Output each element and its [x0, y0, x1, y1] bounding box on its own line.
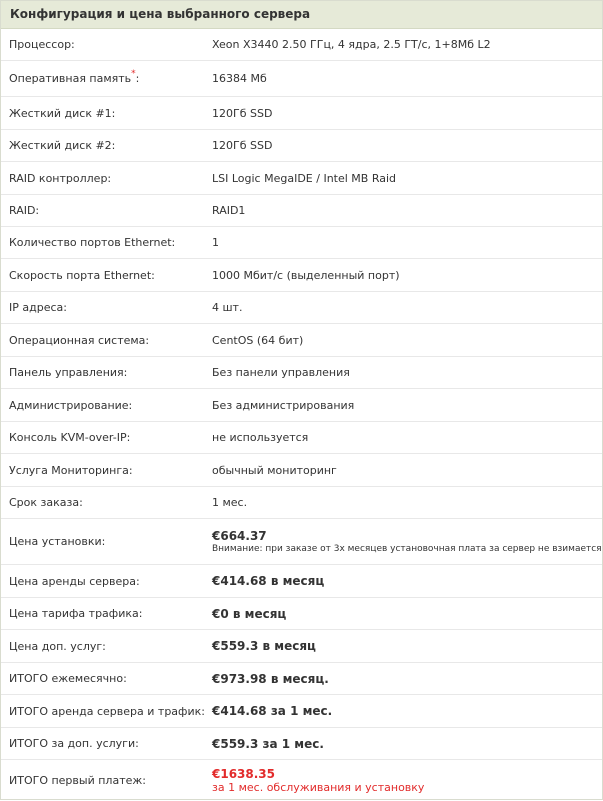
row-value-kvm: не используется	[212, 422, 602, 454]
ram-label-text: Оперативная память	[9, 72, 131, 85]
row-value-ip: 4 шт.	[212, 292, 602, 324]
row-label-raid: RAID:	[1, 195, 212, 227]
row-value-eth-ports: 1	[212, 227, 602, 259]
row-value-admin: Без администрирования	[212, 389, 602, 422]
table-row	[1, 97, 602, 130]
row-label-eth-speed: Скорость порта Ethernet:	[1, 259, 212, 292]
row-label-disk1: Жесткий диск #1:	[1, 97, 212, 130]
table-row	[1, 519, 602, 565]
table-row	[1, 695, 602, 728]
setup-price-amount: €664.37	[212, 529, 602, 543]
row-value-extra-price: €559.3 в месяц	[212, 630, 602, 663]
row-value-term: 1 мес.	[212, 487, 602, 519]
row-label-admin: Администрирование:	[1, 389, 212, 422]
table-row	[1, 259, 602, 292]
row-label-first-payment: ИТОГО первый платеж:	[1, 760, 212, 801]
table-row	[1, 598, 602, 630]
row-value-disk1: 120Гб SSD	[212, 97, 602, 130]
row-label-control-panel: Панель управления:	[1, 357, 212, 389]
row-label-ip: IP адреса:	[1, 292, 212, 324]
row-label-rent-price: Цена аренды сервера:	[1, 565, 212, 598]
row-label-term: Срок заказа:	[1, 487, 212, 519]
row-label-kvm: Консоль KVM-over-IP:	[1, 422, 212, 454]
row-value-disk2: 120Гб SSD	[212, 130, 602, 162]
table-row	[1, 130, 602, 162]
setup-price-note: Внимание: при заказе от 3х месяцев установочная плата за сервер не взимается	[212, 544, 602, 554]
row-label-total-rent-traffic: ИТОГО аренда сервера и трафик:	[1, 695, 212, 728]
row-value-rent-price: €414.68 в месяц	[212, 565, 602, 598]
row-value-monitoring: обычный мониторинг	[212, 454, 602, 487]
table-row	[1, 357, 602, 389]
row-label-setup-price: Цена установки:	[1, 519, 212, 565]
row-value-first-payment	[212, 760, 602, 801]
row-label-disk2: Жесткий диск #2:	[1, 130, 212, 162]
row-label-total-extra: ИТОГО за доп. услуги:	[1, 728, 212, 760]
table-row	[1, 630, 602, 663]
row-label-total-monthly: ИТОГО ежемесячно:	[1, 663, 212, 695]
row-value-raid: RAID1	[212, 195, 602, 227]
row-label-monitoring: Услуга Мониторинга:	[1, 454, 212, 487]
row-value-total-extra: €559.3 за 1 мес.	[212, 728, 602, 760]
table-row	[1, 29, 602, 61]
row-label-os: Операционная система:	[1, 324, 212, 357]
row-value-raid-controller: LSI Logic MegaIDE / Intel MB Raid	[212, 162, 602, 195]
table-row	[1, 389, 602, 422]
table-row	[1, 227, 602, 259]
row-value-total-monthly: €973.98 в месяц.	[212, 663, 602, 695]
table-row	[1, 760, 602, 801]
table-row	[1, 324, 602, 357]
required-mark: *	[131, 69, 136, 79]
row-label-ram	[1, 61, 212, 97]
panel-title: Конфигурация и цена выбранного сервера	[1, 1, 602, 29]
first-payment-note: за 1 мес. обслуживания и установку	[212, 781, 602, 794]
table-row	[1, 487, 602, 519]
table-row	[1, 663, 602, 695]
row-value-cpu: Xeon X3440 2.50 ГГц, 4 ядра, 2.5 ГТ/с, 1+8Мб L2	[212, 29, 602, 61]
table-row	[1, 565, 602, 598]
table-row	[1, 422, 602, 454]
first-payment-amount: €1638.35	[212, 767, 602, 781]
row-value-setup-price	[212, 519, 602, 565]
table-row	[1, 162, 602, 195]
row-value-eth-speed: 1000 Мбит/с (выделенный порт)	[212, 259, 602, 292]
row-label-cpu: Процессор:	[1, 29, 212, 61]
table-row	[1, 454, 602, 487]
row-value-os: CentOS (64 бит)	[212, 324, 602, 357]
config-table	[1, 29, 602, 801]
ram-label-colon: :	[136, 72, 140, 85]
row-label-raid-controller: RAID контроллер:	[1, 162, 212, 195]
row-value-control-panel: Без панели управления	[212, 357, 602, 389]
table-row	[1, 728, 602, 760]
row-value-ram: 16384 Мб	[212, 61, 602, 97]
row-label-traffic-price: Цена тарифа трафика:	[1, 598, 212, 630]
table-row	[1, 292, 602, 324]
row-label-extra-price: Цена доп. услуг:	[1, 630, 212, 663]
row-label-eth-ports: Количество портов Ethernet:	[1, 227, 212, 259]
table-row	[1, 61, 602, 97]
row-value-total-rent-traffic: €414.68 за 1 мес.	[212, 695, 602, 728]
row-value-traffic-price: €0 в месяц	[212, 598, 602, 630]
table-row	[1, 195, 602, 227]
